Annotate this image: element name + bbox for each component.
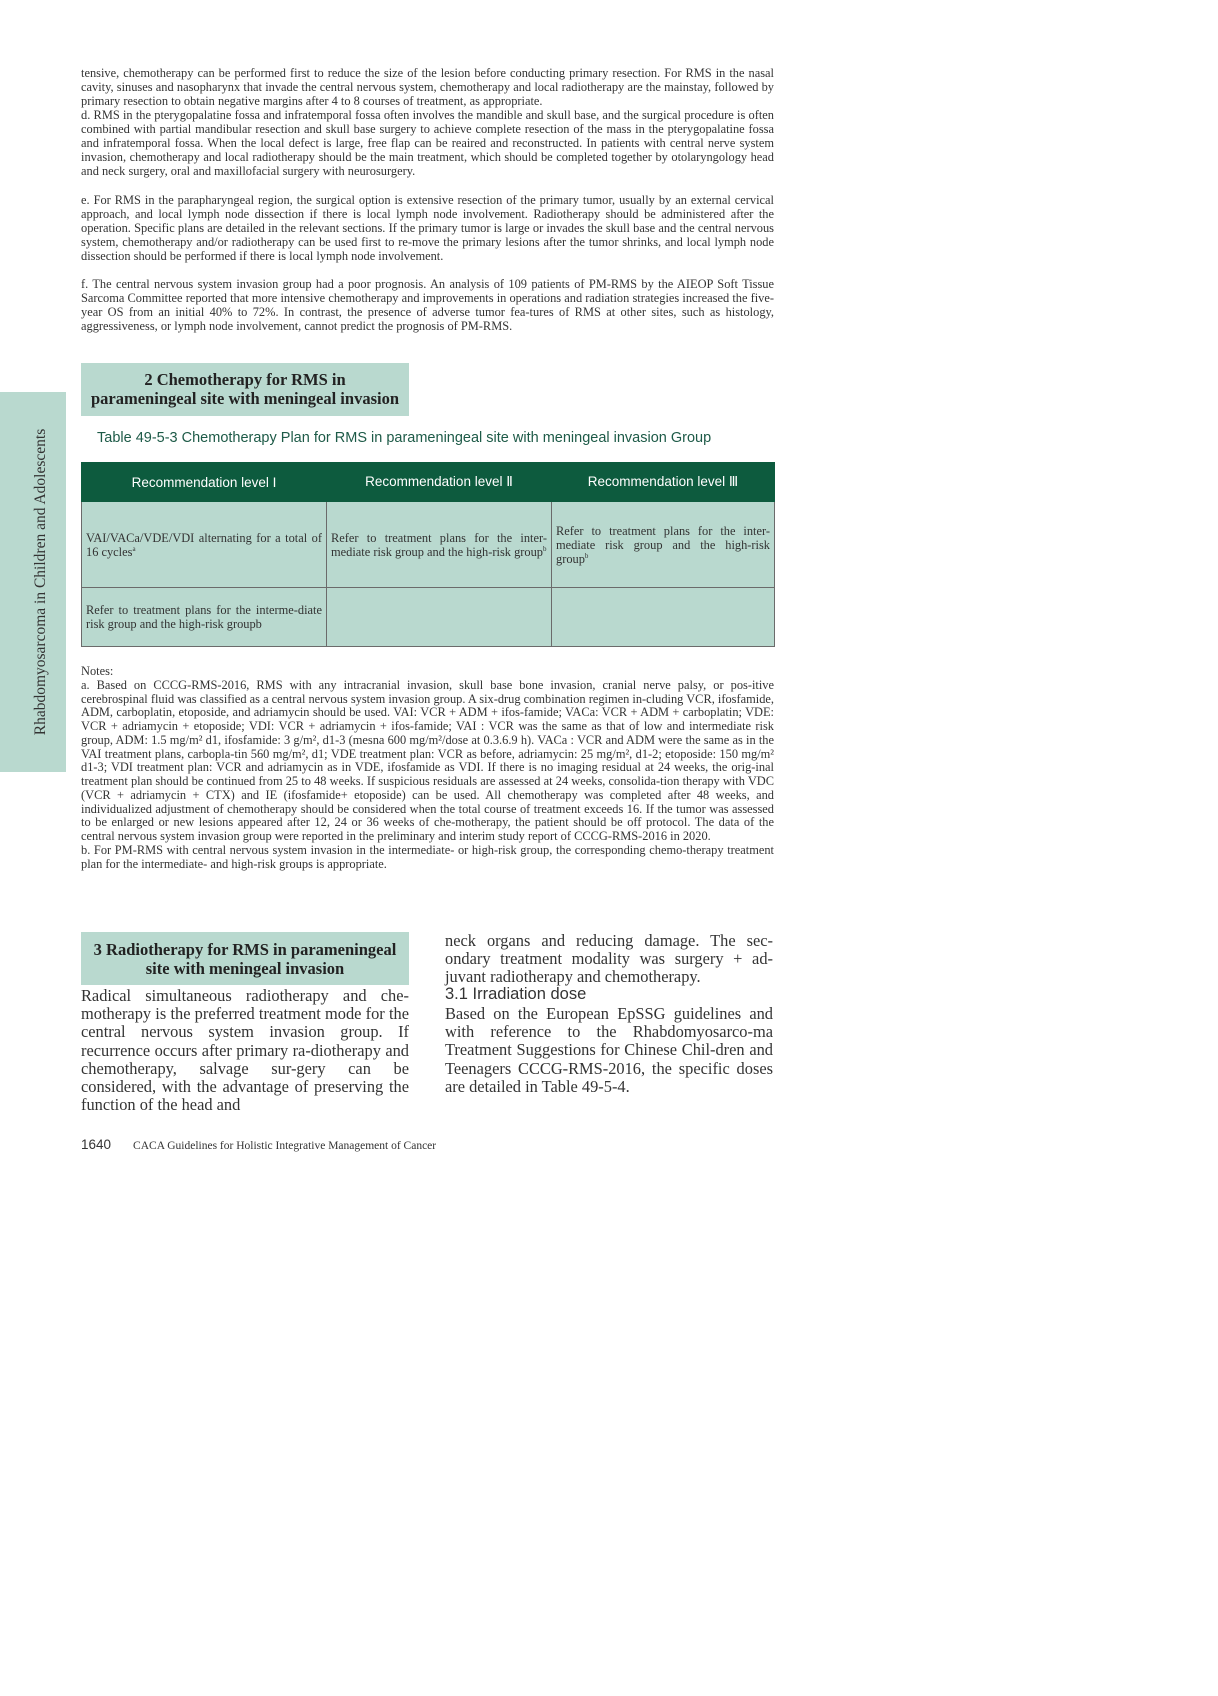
section-3-heading (81, 932, 409, 985)
table-cell (552, 502, 775, 588)
notes-heading: Notes: (81, 664, 114, 678)
cell-text: VAI/VACa/VDE/VDI alternating for a total of 16 cycles (86, 530, 322, 559)
paragraph-d: d. RMS in the pterygopalatine fossa and infratemporal fossa often involves the mandible and skull base, and the surgical procedure is often combined with partial mandibular resection and skull base surgery to achieve complete resection of the mass in the pterygopalatine fossa and infratemporal fossa. When the local defect is large, free flap can be reaired and reconstructed. In patients with central nerve system invasion, chemotherapy and local radiotherapy should be the main treatment, which should be completed together by otolaryngology head and neck surgery, oral and maxillofacial surgery with neurosurgery. (81, 108, 774, 179)
cell-text: Refer to treatment plans for the inter-mediate risk group and the high-risk group (331, 530, 547, 559)
page-number: 1640 (81, 1137, 112, 1152)
table-caption: Table 49-5-3 Chemotherapy Plan for RMS in parameningeal site with meningeal invasion Group (97, 430, 712, 446)
table-notes (81, 665, 774, 871)
page-footer (81, 1136, 436, 1154)
footnote-marker: b (584, 551, 589, 560)
table-cell (82, 502, 327, 588)
note-b: b. For PM-RMS with central nervous system invasion in the intermediate- or high-risk group, the corresponding chemo-therapy treatment plan for the intermediate- and high-risk groups is appropriate. (81, 842, 774, 871)
section-2-heading (81, 363, 409, 416)
side-tab-label: Rhabdomyosarcoma in Children and Adolescents (32, 428, 49, 736)
cell-text: Refer to treatment plans for the inter-mediate risk group and the high-risk group (556, 523, 770, 566)
section-3-heading-line2: site with meningeal invasion (145, 959, 345, 978)
header-level-1: Recommendation level I (82, 463, 327, 502)
table-cell: Refer to treatment plans for the interme-diate risk group and the high-risk groupb (82, 588, 327, 647)
paragraph-c: tensive, chemotherapy can be performed first to reduce the size of the lesion before conducting primary resection. For RMS in the nasal cavity, sinuses and nasopharynx that invade the central nervous system, chemotherapy and local radiotherapy are the mainstay, followed by primary resection to obtain negative margins after 4 to 8 courses of treatment, as appropriate. (81, 66, 774, 109)
subsection-heading: 3.1 Irradiation dose (445, 985, 587, 1003)
table-header-row (82, 463, 775, 502)
header-level-3: Recommendation level Ⅲ (552, 463, 775, 502)
section-3-heading-line1: 3 Radiotherapy for RMS in parameningeal (93, 940, 397, 959)
right-column-text: neck organs and reducing damage. The sec-ondary treatment modality was surgery + ad-juvant radiotherapy and chemotherapy. (445, 931, 773, 987)
paragraph-f: f. The central nervous system invasion group had a poor prognosis. An analysis of 109 patients of PM-RMS by the AIEOP Soft Tissue Sarcoma Committee reported that more intensive chemotherapy and improvements in operations and radiation strategies increased the five-year OS from an initial 40% to 72%. In contrast, the presence of adverse tumor fea-tures of RMS at other sites, such as histology, aggressiveness, or lymph node involvement, cannot predict the prognosis of PM-RMS. (81, 277, 774, 334)
table-cell (327, 502, 552, 588)
right-column-text-2: Based on the European EpSSG guidelines and with reference to the Rhabdomyosarco-ma Treatment Suggestions for Chinese Chil-dren and Teenagers CCCG-RMS-2016, the specific doses are detailed in Table 49-5-4. (445, 1004, 773, 1096)
table-row (82, 502, 775, 588)
header-level-2: Recommendation level Ⅱ (327, 463, 552, 502)
table-cell (327, 588, 552, 647)
footer-title: CACA Guidelines for Holistic Integrative Management of Cancer (133, 1140, 437, 1152)
section-2-heading-line2: parameningeal site with meningeal invasion (90, 389, 399, 408)
chemotherapy-plan-table (81, 462, 775, 647)
table-cell (552, 588, 775, 647)
note-a: a. Based on CCCG-RMS-2016, RMS with any intracranial invasion, skull base bone invasion, cranial nerve palsy, or pos-itive cerebrospinal fluid was classified as a central nervous system invasion group. A six-drug combination regimen in-cluding VCR, ifosfamide, ADM, carboplatin, etoposide, and adriamycin should be used. VAI: VCR + ADM + ifos-famide; VACa: VCR + ADM + carboplatin; VDE: VCR + adriamycin + etoposide; VDI: VCR + adriamycin + ifos-famide; VAI : VCR was the same as that of low and intermediate risk group, ADM: 1.5 mg/m² d1, ifosfamide: 3 g/m², d1-3 (mesna 600 mg/m²/dose at 0.3.6.9 h). VACa : VCR and ADM were the same as in the VAI treatment plans, carbopla-tin 560 mg/m², d1; VDE treatment plan: VCR as before, adriamycin: 25 mg/m², d1-2; etoposide: 150 mg/m² d1-3; VDI treatment plan: VCR and adriamycin as in VDE, ifosfamide as VDI. If there is no imaging residual at 24 weeks, the orig-inal treatment plan should be continued from 25 to 48 weeks. If suspicious residuals are assessed at 24 weeks, consolida-tion therapy with VDC (VCR + adriamycin + CTX) and IE (ifosfamide+ etoposide) can be used. All chemotherapy was completed after 48 weeks, and individualized adjustment of chemotherapy should be considered when the total course of treatment exceeds 16. If the tumor was assessed to be enlarged or new lesions appeared after 12, 24 or 36 weeks of che-motherapy, the patient should be off protocol. The data of the central nervous system invasion group were reported in the preliminary and interim study report of CCCG-RMS-2016 in 2020. (81, 677, 774, 843)
footnote-marker: a (132, 544, 136, 553)
left-column-text: Radical simultaneous radiotherapy and che-motherapy is the preferred treatment mode for the central nervous system invasion group. If recurrence occurs after primary ra-diotherapy and chemotherapy, salvage sur-gery can be considered, with the advantage of preserving the function of the head and (81, 986, 409, 1115)
section-2-heading-line1: 2 Chemotherapy for RMS in (144, 370, 346, 389)
footnote-marker: b (542, 544, 547, 553)
paragraph-e: e. For RMS in the parapharyngeal region, the surgical option is extensive resection of the primary tumor, usually by an external cervical approach, and local lymph node dissection if there is local lymph node involvement. Radiotherapy should be administered after the operation. Specific plans are detailed in the relevant sections. If the primary tumor is large or invades the skull base and the central nervous system, chemotherapy and/or radiotherapy can be used first to re-move the primary lesions after the tumor shrinks, and local lymph node dissection should be performed if there is local lymph node involvement. (81, 193, 774, 264)
table-row (82, 588, 775, 647)
